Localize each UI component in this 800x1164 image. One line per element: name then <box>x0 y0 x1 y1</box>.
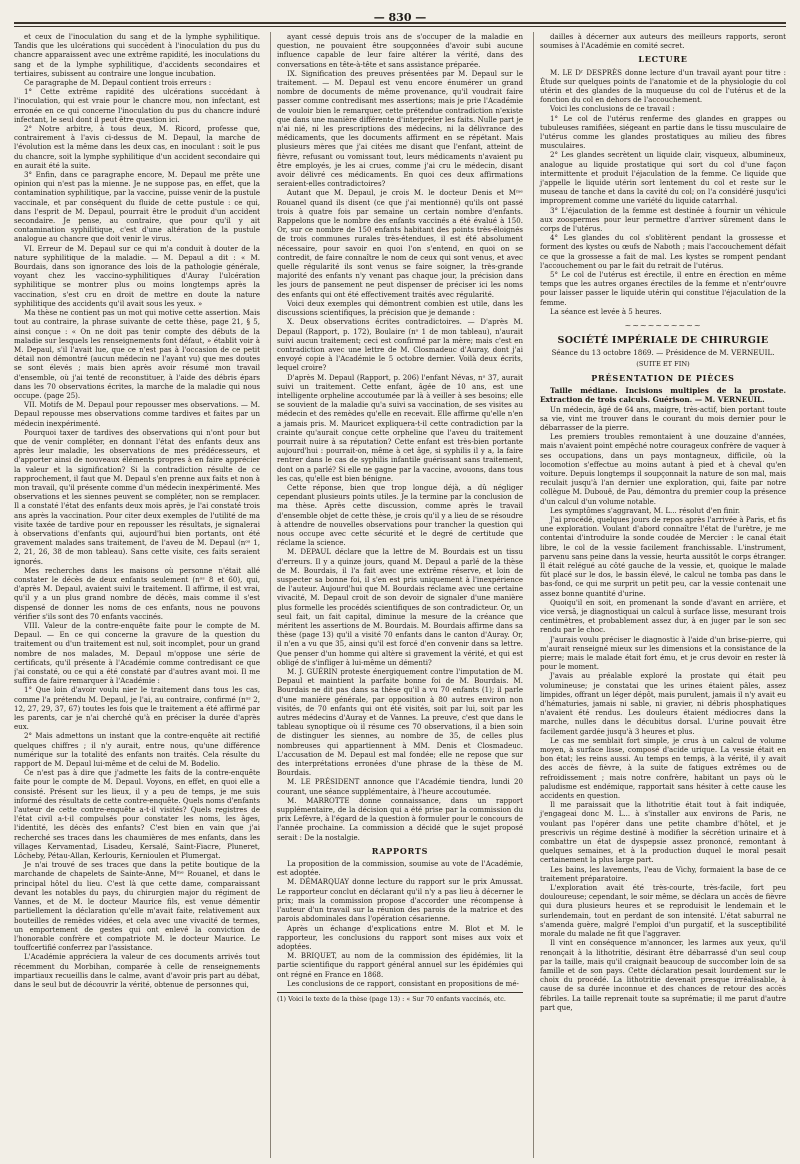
paragraph: J'avais au préalable exploré la prostate qui était peu volumineuse; je constatai que les urines étaient pâles, assez limpides, offrant un léger dépôt, mais purulent, jamais il n'y avait eu d'hématuries, jamais ni sable, ni gravier, ni débris phosphatiques n'avaient été rendus. Les douleurs étaient médiocres dans la marche, nulles dans le décubitus dorsal. L'urine pouvait être facilement gardée jusqu'à 3 heures et plus. <box>540 671 786 736</box>
paragraph: M. DEPAUL déclare que la lettre de M. Bourdais est un tissu d'erreurs. Il y a quinze jours, quand M. Depaul a parlé de la thèse de M. Bourdais, il l'a fait avec une extrême réserve, et loin de suspecter sa bonne foi, il s'en est pris uniquement à l'inexpérience de l'auteur. Aujourd'hui que M. Bourdais réclame avec une certaine vivacité, M. Depaul croit de son devoir de signaler d'une manière plus formelle les procédés scientifiques de son contradicteur. Or, un seul fait, un fait capital, diminue la mesure de la créance que méritent les assertions de M. Bourdais. M. Bourdais affirme dans sa thèse (page 13) qu'il a visité 70 enfants dans le canton d'Auray. Or, il n'en a vu que 35, ainsi qu'il est forcé d'en convenir dans sa lettre. Que penser d'un homme qui altère si gravement la vérité, et qui est obligé de s'infliger à lui-même un démenti? <box>277 547 523 667</box>
paragraph: L'Académie appréciera la valeur de ces documents arrivés tout récemment du Morbihan, comparée à celle de renseignements impartiaux recueillis dans le calme, avant d'avoir pris part au débat, dans le seul but de découvrir la vérité, obtenue de personnes qui, <box>14 952 260 989</box>
paragraph: 1° Cette extrême rapidité des ulcérations succédant à l'inoculation, qui est vraie pour le chancre mou, non infectant, est erronée en ce qui concerne l'inoculation du pus du chancre induré infectant, le seul dont il peut être question ici. <box>14 87 260 124</box>
paragraph: M. BRIQUET, au nom de la commission des épidémies, lit la partie scientifique du rapport général annuel sur les épidémies qui ont régné en France en 1868. <box>277 951 523 979</box>
paragraph: L'exploration avait été très-courte, très-facile, fort peu douloureuse; cependant, le soir même, se déclara un accès de fièvre qui dura plusieurs heures et se reproduisit le lendemain et le surlendemain, tout en perdant de son intensité. L'état saburral ne s'amenda guère, malgré l'emploi d'un purgatif, et la susceptibilité morale du malade ne fit que l'aggraver. <box>540 883 786 939</box>
ornament-divider: ~~~~~~~~~~ <box>624 321 702 331</box>
paragraph: X. Deux observations écrites contradictoires. — D'après M. Depaul (Rapport, p. 172), Boulaire (nᵒ 1 de mon tableau), n'aurait suivi aucun traitement; ceci est confirmé par la mère; mais c'est en contradiction avec une lettre de M. Closmadeuc d'Auray, dont j'ai envoyé copie à l'Académie le 5 octobre dernier. Voilà deux écrits, lequel croire? <box>277 317 523 373</box>
paragraph: M. LE PRÉSIDENT annonce que l'Académie tiendra, lundi 20 courant, une séance supplémentaire, à l'heure accoutumée. <box>277 777 523 796</box>
paragraph: VII. Motifs de M. Depaul pour repousser mes observations. — M. Depaul repousse mes observations comme tardives et faites par un médecin inexpérimenté. <box>14 400 260 428</box>
lecture-body <box>540 68 786 307</box>
paragraph: et ceux de l'inoculation du sang et de la lymphe syphilitique. Tandis que les ulcérations qui succèdent à l'inoculation du pus du chancre apparaissent avec une extrême rapidité, les inoculations du sang et de la lymphe syphilitique, d'accidents secondaires et tertiaires, subissent au contraire une longue incubation. <box>14 32 260 78</box>
paragraph: Les conclusions de ce rapport, consistant en propositions de mé- <box>287 978 519 988</box>
paragraph: Il me paraissait que la lithotritie était tout à fait indiquée, j'engageai donc M. L... à s'installer aux environs de Paris, ne voulant pas l'opérer dans une petite chambre d'hôtel, et je prescrivis un régime destiné à modifier la sécrétion urinaire et à combattre un état de dyspepsie assez prononcé, remontant à quelques semaines, et à la production duquel le moral pesait certainement la plus large part. <box>540 800 786 865</box>
society-title: SOCIÉTÉ IMPÉRIALE DE CHIRURGIE <box>557 335 769 347</box>
column-2 <box>270 32 523 1158</box>
section-heading-rapports: RAPPORTS <box>371 845 429 856</box>
paragraph: 1° Que loin d'avoir voulu nier le traitement dans tous les cas, comme l'a prétendu M. Depaul, je l'ai, au contraire, confirmé (nᵒˢ 2, 12, 27, 29, 37, 67) toutes les fois que le traitement a été affirmé par les parents, car je n'ai cherché qu'à en préciser la durée d'après eux. <box>14 685 260 732</box>
paragraph: dailles à décerner aux auteurs des meilleurs rapports, seront soumises à l'Académie en comité secret. <box>540 32 786 51</box>
seance-close: La séance est levée à 5 heures. <box>550 306 662 316</box>
paragraph: M. MARROTTE donne connaissance, dans un rapport supplémentaire, de la décision qui a été prise par la commission du prix Lefèvre, à l'égard de la question à formuler pour le concours de l'année prochaine. La commission a décidé que le sujet proposé serait : De la nostalgie. <box>277 795 523 842</box>
society-suite: (SUITE ET FIN) <box>636 359 690 368</box>
paragraph: Après un échange d'explications entre M. Blot et M. le rapporteur, les conclusions du rapport sont mises aux voix et adoptées. <box>277 923 523 951</box>
paragraph: Mes recherches dans les maisons où personne n'était allé constater le décès de deux enfants seulement (nᵒˢ 8 et 60), qui, d'après M. Depaul, avaient suivi le traitement. Il affirme, il est vrai, qu'il y a un plus grand nombre de décès, mais comme il s'est dispensé de donner les noms de ces enfants, nous ne pouvons vérifier s'ils sont des 70 enfants vaccinés. <box>14 565 260 621</box>
footnote: (1) Voici le texte de la thèse (page 13) : « Sur 70 enfants vaccinés, etc. <box>277 992 523 1003</box>
paragraph: Ce n'est pas à dire que j'admette les faits de la contre-enquête faite pour le compte de M. Depaul. Voyons, en effet, en quoi elle a consisté. Présent sur les lieux, il y a peu de temps, je me suis informé des résultats de cette contre-enquête. Quels noms d'enfants l'auteur de cette contre-enquête a-t-il visités? Quels registres de l'état civil a-t-il compulsés pour constater les noms, les âges, l'identité, les décès des enfants? C'est bien en vain que j'ai recherché ses traces dans les chaumières de mes enfants, dans les villages Kervamentad, Lisadeu, Kersalé, Saint-Fiacre, Pluneret, Lôcheby, Pétau-Allan, Kerlouris, Kernioulen et Plumergat. <box>14 768 260 861</box>
column-2-body <box>277 32 523 842</box>
page-columns <box>14 32 786 1158</box>
section-heading-lecture: LECTURE <box>638 54 688 65</box>
paragraph: La proposition de la commission, soumise au vote de l'Académie, est adoptée. <box>277 859 523 878</box>
paragraph: J'ai procédé, quelques jours de repos après l'arrivée à Paris, et fis une exploration. Voulant d'abord connaître l'état de l'urètre, je me contentai d'introduire la sonde coudée de Mercier : le canal était libre, le col de la vessie facilement franchissable. L'instrument, parvenu sans peine dans la vessie, heurta aussitôt le corps étranger. Il était relégué au côté gauche de la vessie, et, quoique le malade fût placé sur le dos, le bassin élevé, le calcul ne tomba pas dans le bas-fond, ce qui me surprit un petit peu, car la vessie contenait une assez bonne quantité d'urine. <box>540 514 786 598</box>
page-number: — 830 — <box>373 11 427 24</box>
paragraph: D'après M. Depaul (Rapport, p. 206) l'enfant Névas, nᵒ 37, aurait suivi un traitement. Cette enfant, âgée de 10 ans, est une intelligente orpheline accoutumée par là à veiller à ses besoins; elle se souvient de la maladie qu'a suivi sa vaccination, de ses visites au médecin et des remèdes qu'elle en recevait. Elle affirme qu'elle n'en a jamais pris. M. Mauricet expliquera-t-il cette contradiction par la crainte qu'aurait conçue cette orpheline que l'aveu du traitement pourrait nuire à sa réputation? Cette enfant est très-bien portante aujourd'hui : pourrait-on, même à cet âge, si syphilis il y a, la faire rentrer dans le cas de syphilis infantile guérissant sans traitement, dont on a parlé? Si elle ne gagne par la vaccine, avouons, dans tous les cas, qu'elle est bien bénigne. <box>277 372 523 483</box>
paragraph: ayant cessé depuis trois ans de s'occuper de la maladie en question, ne pouvaient être soupçonnées d'avoir subi aucune influence capable de leur faire altérer la vérité, dans des conversations en tête-à-tête et sans assistance préparée. <box>277 32 523 69</box>
paragraph: Un médecin, âgé de 64 ans, maigre, très-actif, bien portant toute sa vie, vint me trouver dans le courant du mois dernier pour le débarrasser de la pierre. <box>540 404 786 432</box>
paragraph: M. DÉMARQUAY donne lecture du rapport sur le prix Amussat. Le rapporteur conclut en déclarant qu'il n'y a pas lieu à décerner le prix; mais la commission propose d'accorder une récompense à l'auteur d'un travail sur la réunion des parois de la matrice et des parois abdominales dans l'opération césarienne. <box>277 877 523 924</box>
presentation-title: Taille médiane. Incisions multiples de la prostate. Extraction de trois calculs. Guérison. — M. VERNEUIL. <box>540 386 786 405</box>
paragraph: Le cas me semblait fort simple, je crus à un calcul de volume moyen, à surface lisse, composé d'acide urique. La vessie était en bon état; les reins aussi. Au temps en temps, à la vérité, il y avait des accès de fièvre, à la suite de fatigues extrêmes ou de refroidissement ; mais notre confrère, habitant un pays où le paludisme est endémique, rapportait sans hésiter à cette cause les accidents en question. <box>540 735 786 801</box>
paragraph: VI. Erreur de M. Depaul sur ce qui m'a conduit à douter de la nature syphilitique de la maladie. — M. Depaul a dit : « M. Bourdais, dans son ignorance des lois de la pathologie générale, voyant chez les vaccino-syphilitiques d'Auray l'ulcération syphilitique se montrer plus ou moins longtemps après la vaccination, s'est cru en droit de mettre en doute la nature syphilitique des accidents qu'il avait sous les yeux. » <box>14 243 260 308</box>
paragraph: Quoiqu'il en soit, en promenant la sonde d'avant en arrière, et vice versâ, je diagnostiquai un calcul à surface lisse, mesurant trois centimètres, et probablement assez dur, à en juger par le son sec rendu par le choc. <box>540 597 786 635</box>
paragraph: Ma thèse ne contient pas un mot qui motive cette assertion. Mais tout au contraire, la phrase suivante de cette thèse, page 21, § 5, ainsi conçue : « On ne doit pas tenir compte des débuts de la maladie sur lesquels les renseignements font défaut, » établit voir à M. Depaul, s'il l'avait lue, que ce n'est pas à l'occasion de ce petit détail non démontré (aucun médecin ne l'ayant vu) que mes doutes se sont élevés ; mais bien après avoir résumé mon travail d'ensemble, où j'ai tenté de reconstituer, à l'aide des débris épars dans les 70 observations écrites, la marche de la maladie qui nous occupe. (page 25). <box>14 308 260 400</box>
column-1 <box>14 32 260 1158</box>
paragraph: J'aurais voulu préciser le diagnostic à l'aide d'un brise-pierre, qui m'aurait renseigné mieux sur les dimensions et la consistance de la pierre; mais le malade était fort ému, et je crus devoir en rester là pour le moment. <box>540 634 786 672</box>
section-heading-presentation: PRÉSENTATION DE PIÈCES <box>591 372 735 383</box>
paragraph: 4° Les glandes du col s'oblitèrent pendant la grossesse et forment des kystes ou œufs de Naboth ; mais l'accouchement défait ce que la grossesse a fait de mal. Les kystes se rompent pendant l'accouchement ou par le fait du retrait de l'utérus. <box>540 233 786 270</box>
paragraph: Ce paragraphe de M. Depaul contient trois erreurs : <box>24 78 212 88</box>
column-3 <box>533 32 786 1158</box>
paragraph: 3° L'éjaculation de la femme est destinée à fournir un véhicule aux zoospermes pour leur permettre d'arriver sûrement dans le corps de l'utérus. <box>540 205 786 234</box>
paragraph: 2° Les glandes secrètent un liquide clair, visqueux, albumineux, analogue au liquide prostatique qui sort du col d'une façon intermittente et produit l'éjaculation de la femme. Ce liquide que j'appelle le liquide utérin sort lentement du col et reste sur le museau de tanche et dans la cavité du col; on l'a considéré jusqu'ici improprement comme une variété du liquide catarrhal. <box>540 150 786 206</box>
paragraph: 5° Le col de l'utérus est érectile, il entre en érection en même temps que les autres organes érectiles de la femme et n'entr'ouvre pour laisser passer le liquide utérin qui constitue l'éjaculation de la femme. <box>540 270 786 307</box>
paragraph: VIII. Valeur de la contre-enquête faite pour le compte de M. Depaul. — En ce qui concerne la gravure de la question du traitement ou d'un traitement est nul, soit incomplet, pour un grand nombre de nos malades, M. Depaul m'oppose une série de certificats, qu'il présente à l'Académie comme contredisant ce que j'ai constaté, ou ce qui a été constaté par d'autres avant moi. Il me suffira de faire remarquer à l'Académie : <box>14 621 260 686</box>
paragraph: Il vint en conséquence m'annoncer, les larmes aux yeux, qu'il renonçait à la lithotritie, désirant être débarrassé d'un seul coup par la taille, mais qu'il craignait beaucoup de succomber loin de sa famille et de son pays. Cette déclaration pesait lourdement sur le choix du procédé. La lithotritie devenait presque irréalisable, à cause de sa durée inconnue et des chances de retour des accès fébriles. La taille reprenait toute sa suprématie; il me parut d'autre part que, <box>540 938 786 1012</box>
paragraph: Les premiers troubles remontaient à une douzaine d'années, mais n'avaient point empêché notre courageux confrère de vaquer à ses occupations, dans un pays montagneux, difficile, où la locomotion s'effectue au moins autant à pied et à cheval qu'en voiture. Depuis longtemps il soupçonnait la nature de son mal, mais reculait jusqu'à l'an dernier une exploration, qui, faite par notre collègue M. Dubouë, de Pau, démontra du premier coup la présence d'un calcul d'un volume notable. <box>540 432 786 506</box>
paragraph: Voici les conclusions de ce travail : <box>550 104 675 114</box>
page-header <box>0 6 800 32</box>
paragraph: 2° Notre arbitre, à tous deux, M. Ricord, professe que, contrairement à l'avis ci-dessus de M. Depaul, la marche de l'évolution est la même dans les deux cas, en inoculant : soit le pus du chancre, soit la lymphe syphilitique d'un accident secondaire qui en aurait été la suite. <box>14 124 260 170</box>
presentation-body <box>540 405 786 1012</box>
paragraph: 1° Le col de l'utérus renferme des glandes en grappes ou tubuleuses ramifiées, siégeant en partie dans le tissu musculaire de l'utérus comme les glandes prostatiques au milieu des fibres musculaires. <box>540 113 786 151</box>
paragraph: Voici deux exemples qui démontrent combien est utile, dans les discussions scientifiques, la précision que je demande : <box>277 298 523 318</box>
paragraph: M. J. GUÉRIN proteste énergiquement contre l'imputation de M. Depaul et maintient la parfaite bonne foi de M. Bourdais. M. Bourdais ne dit pas dans sa thèse qu'il a vu 70 enfants (1); il parle d'une manière générale, par opposition à 80 autres environ non visités, de 70 enfants qui ont été visités, soit par lui, soit par les autres médecins d'Auray et de Vannes. La preuve, c'est que dans le tableau synoptique où il résume ces 70 observations, il a bien soin de distinguer les siennes, au nombre de 35, de celles plus nombreuses qui appartiennent à MM. Denis et Closmadeuc. L'accusation de M. Depaul est mal fondée; elle ne repose que sur des interprétations erronées d'une phrase de la thèse de M. Bourdais. <box>277 667 523 778</box>
paragraph: IX. Signification des preuves présentées par M. Depaul sur le traitement. — M. Depaul est venu encore énumérer un grand nombre de documents de même provenance, qu'il voudrait faire passer comme contredisant mes assertions; mais je prie l'Académie de vouloir bien le remarquer, cette prétendue contradiction n'existe que dans une manière différente d'interpréter les faits. Nulle part je n'ai nié, ni les prescriptions des médecins, ni la délivrance des médicaments, que les documents affirment en se répétant. Mais plusieurs mères que j'ai citées me disant que l'enfant, atteint de fièvre, refusant ou vomissant tout, leurs médicaments n'avaient pu être employés, je les ai crues, comme j'ai cru le médecin, disant avoir délivré ces médicaments. En quoi ces deux affirmations seraient-elles contradictoires? <box>277 68 523 189</box>
column-3-top <box>540 32 786 50</box>
header-rule-thin <box>14 26 786 27</box>
paragraph: M. LE Dʳ DESPRÈS donne lecture d'un travail ayant pour titre : Étude sur quelques points de l'anatomie et de la physiologie du col utérin et des glandes de la muqueuse du col de l'utérus et de la fonction du col en dehors de l'accouchement. <box>540 67 786 105</box>
paragraph: 2° Mais admettons un instant que la contre-enquête ait rectifié quelques chiffres ; il n'y aurait, entre nous, qu'une différence numérique sur la totalité des enfants non traités. Cela résulte du rapport de M. Depaul lui-même et de celui de M. Bodelio. <box>14 731 260 769</box>
paragraph: Les bains, les lavements, l'eau de Vichy, formaient la base de ce traitement préparatoire. <box>540 864 786 883</box>
header-rule <box>14 22 786 24</box>
column-2-rapports <box>277 859 523 988</box>
paragraph: 3° Enfin, dans ce paragraphe encore, M. Depaul me prête une opinion qui n'est pas la mienne. Je ne suppose pas, en effet, que la contamination syphilitique, par la vaccine, puisse venir de la pustule vaccinale, et par conséquent du fluide de cette pustule : ce qui, dans l'esprit de M. Depaul, pourrait être le produit d'un accident secondaire. Je pense, au contraire, que pour qu'il y ait contamination syphilitique, c'est d'une altération de la pustule analogue au chancre que doit venir le virus. <box>14 170 260 244</box>
paragraph: Les symptômes s'aggravant, M. L... résolut d'en finir. <box>550 505 740 515</box>
paragraph: Je n'ai trouvé de ses traces que dans la petite boutique de la marchande de chapelets de Sainte-Anne, Mᵐᵉ Rouanel, et dans le principal hôtel du lieu. C'est là que cette dame, comparaissant devant les notables du pays, du chirurgien major du régiment de Vannes, et de M. le docteur Maurice fils, est venue démentir partiellement la déclaration qu'elle m'avait faite, relativement aux bouteilles de remèdes vidées, et cela avec une vivacité de termes, un emportement de gestes qui ont enlevé la conviction de l'honorable confrère et compatriote M. le docteur Maurice. Le touffcertifié conferrez par l'assistance. <box>14 860 260 953</box>
paragraph: Autant que M. Depaul, je crois M. le docteur Denis et Mᵐᵉ Rouanel quand ils disent (ce que j'ai mentionné) qu'ils ont passé trois à quatre fois par semaine un certain nombre d'enfants. Rappelons que le nombre des enfants vaccinés a été évalué à 150. Or, sur ce nombre de 150 enfants habitant des points très-éloignés de trois communes rurales très-étendues, il est été absolument nécessaire, pour savoir en quoi l'on s'entend, en quoi on se contredit, de faire connaître le nom de ceux qui sont venus, et avec quelle régularité ils sont venus se faire soigner, la très-grande majorité des enfants n'y venant pas chaque jour, la précision dans les jours de pansement ne peut dispenser de préciser ici les noms des enfants qui ont été effectivement traités avec régularité. <box>277 188 523 299</box>
paragraph: Cette réponse, bien que trop longue déjà, a dû négliger cependant plusieurs points utiles. Je la termine par la conclusion de ma thèse. Après cette discussion, comme après le travail d'ensemble objet de cette thèse, je crois qu'il y a lieu de se résoudre à attendre de nouvelles observations pour trancher la question qui nous occupe avec cette sécurité et le degré de certitude que réclame la science. <box>277 482 523 548</box>
society-session: Séance du 13 octobre 1869. — Présidence de M. VERNEUIL. <box>551 347 775 357</box>
paragraph: Pourquoi taxer de tardives des observations qui n'ont pour but que de venir compléter, en donnant l'état des enfants deux ans après leur maladie, les observations de mes prédécesseurs, et d'apporter ainsi de nouveaux éléments propres à en faire apprécier la valeur et la signification? Si la contradiction résulte de ce rapprochement, il faut que M. Depaul s'en prenne aux faits et non à mon travail, qu'il présente comme d'un médecin inexpérimenté. Mes observations et les siennes peuvent se compléter, non se remplacer. Il a constaté l'état des enfants deux mois après, je l'ai constaté trois ans après la vaccination. Pour citer deux exemples de l'utilité de ma visite taxée de tardive pour en repousser les résultats, je signalerai à observations d'enfants qui, aujourd'hui bien portants, ont été gravement malades sans traitement, de l'aveu de M. Depaul (nᵒˢ 1, 2, 21, 26, 38 de mon tableau). Sans cette visite, ces faits seraient ignorés. <box>14 427 260 566</box>
